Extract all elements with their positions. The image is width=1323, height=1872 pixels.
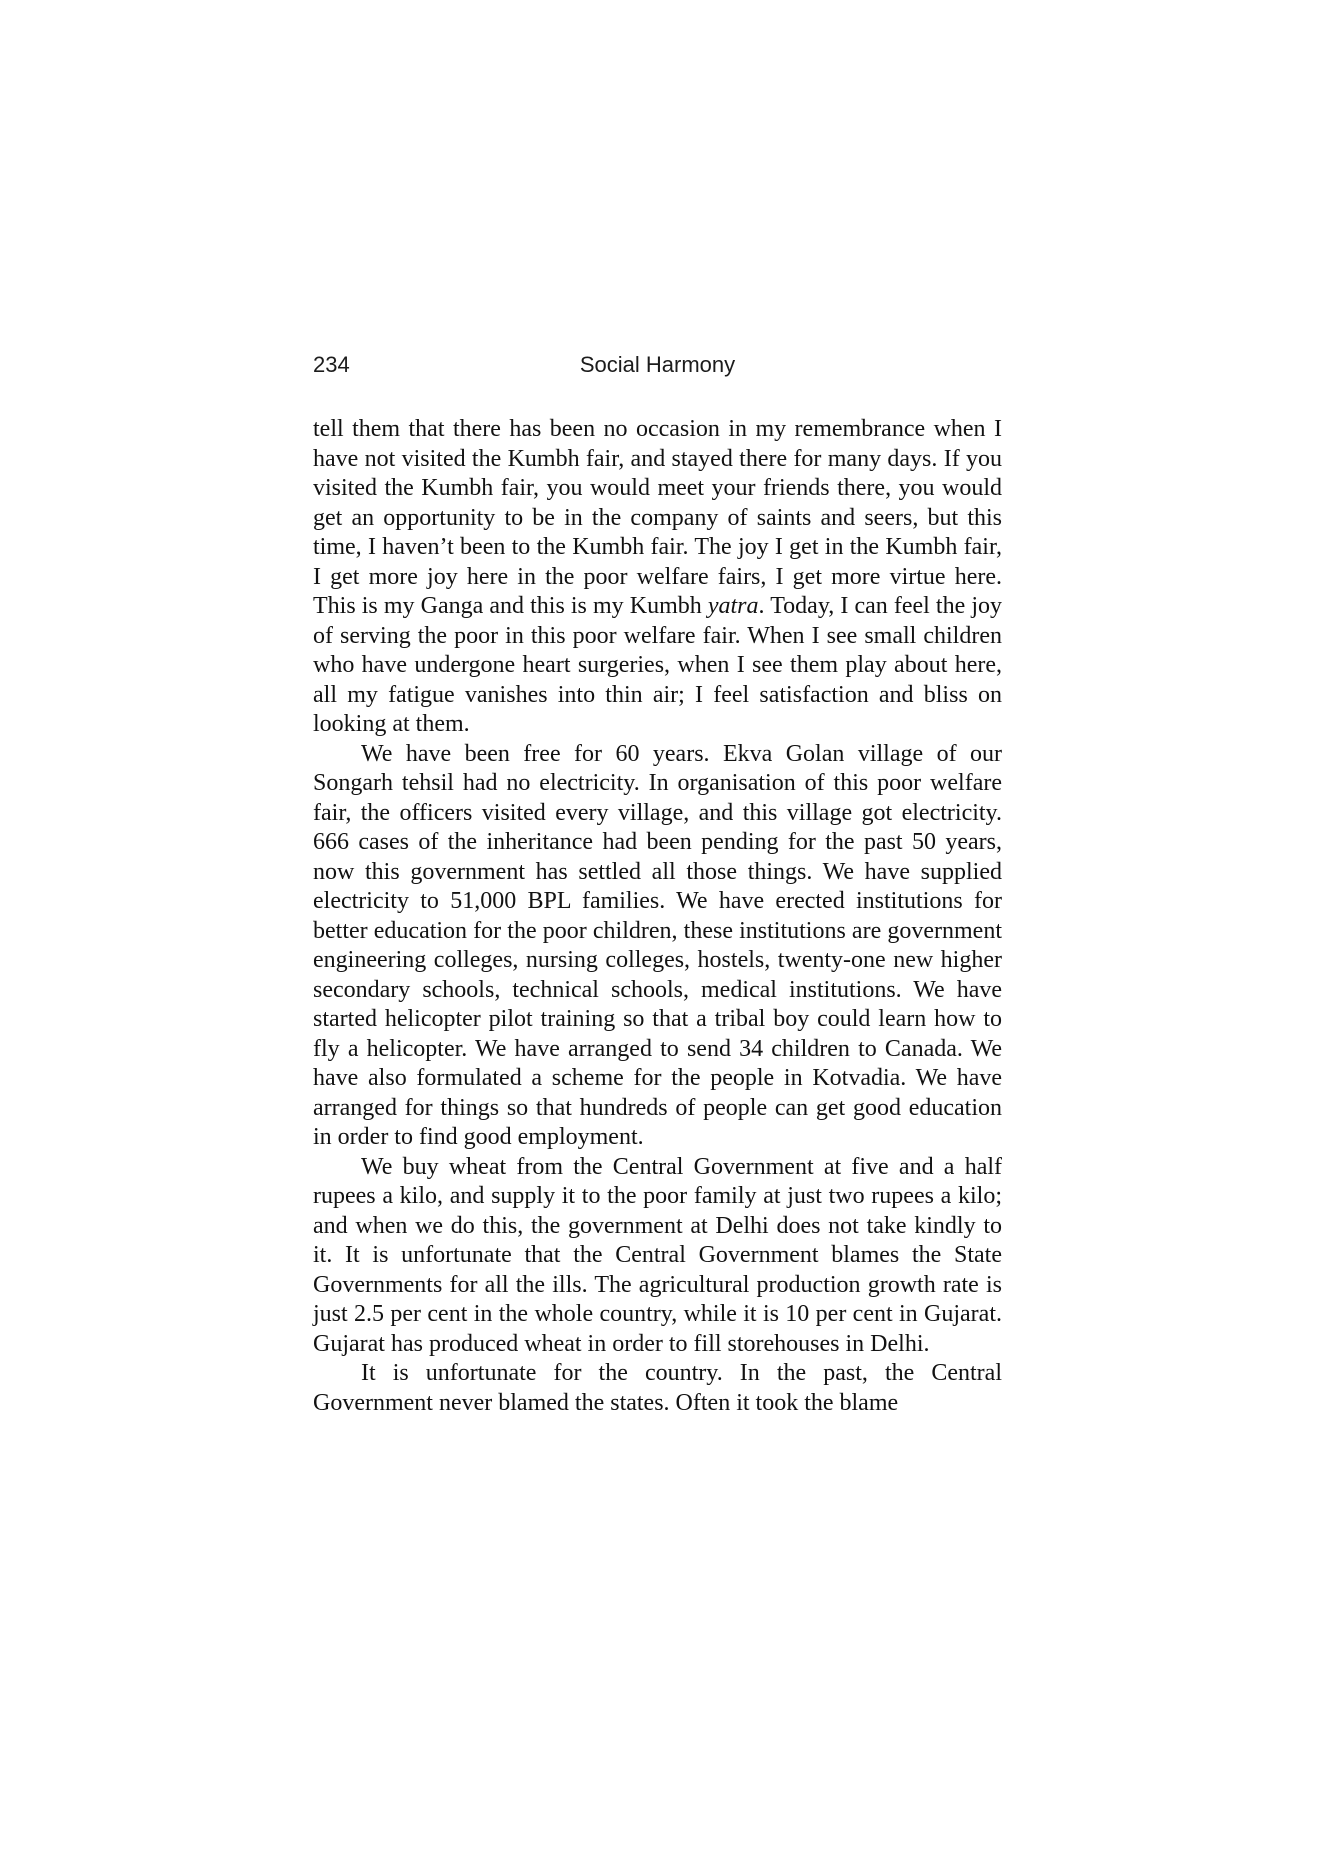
paragraph-3 [313,1153,1002,1360]
text-segment: . Today, I can feel the joy of serving the poor in this poor welfare fair. When I see small children who have undergone heart surgeries, when I see them play about here, all my fatigue vanishes into thin air; I feel satisfaction and bliss on looking at them. [313,593,1003,737]
paragraph-4 [313,1359,1002,1418]
page-body [313,415,1002,1418]
text-segment: It is unfortunate for the country. In the past, the Central Government never blamed the states. Often it took the blame [313,1360,1002,1416]
text-segment: We have been free for 60 years. Ekva Golan village of our Songarh tehsil had no electricity. In organisation of this poor welfare fair, the officers visited every village, and this village got electricity. 666 cases of the inheritance had been pending for the past 50 years, now this government has settled all those things. We have supplied electricity to 51,000 BPL families. We have erected institutions for better education for the poor children, these institutions are government engineering colleges, nursing colleges, hostels, twenty-one new higher secondary schools, technical schools, medical institutions. We have started helicopter pilot training so that a tribal boy could learn how to fly a helicopter. We have arranged to send 34 children to Canada. We have also formulated a scheme for the people in Kotvadia. We have arranged for things so that hundreds of people can get good education in order to find good employment. [313,740,1002,1150]
paragraph-2 [313,740,1002,1153]
running-title: Social Harmony [579,352,736,377]
text-segment: tell them that there has been no occasion in my remembrance when I have not visited the Kumbh fair, and stayed there for many days. If you visited the Kumbh fair, you would meet your friends there, you would get an opportunity to be in the company of saints and seers, but this time, I haven’t been to the Kumbh fair. The joy I get in the Kumbh fair, I get more joy here in the poor welfare fairs, I get more virtue here. This is my Ganga and this is my Kumbh [313,416,1002,619]
text-segment: We buy wheat from the Central Government at five and a half rupees a kilo, and supply it to the poor family at just two rupees a kilo; and when we do this, the government at Delhi does not take kindly to it. It is unfortunate that the Central Government blames the State Governments for all the ills. The agricultural production growth rate is just 2.5 per cent in the whole country, while it is 10 per cent in Gujarat. Gujarat has produced wheat in order to fill storehouses in Delhi. [313,1153,1002,1357]
paragraph-1 [313,415,1002,740]
italic-term: yatra [707,593,759,619]
page-number: 234 [313,352,350,377]
page-header [313,352,1002,380]
